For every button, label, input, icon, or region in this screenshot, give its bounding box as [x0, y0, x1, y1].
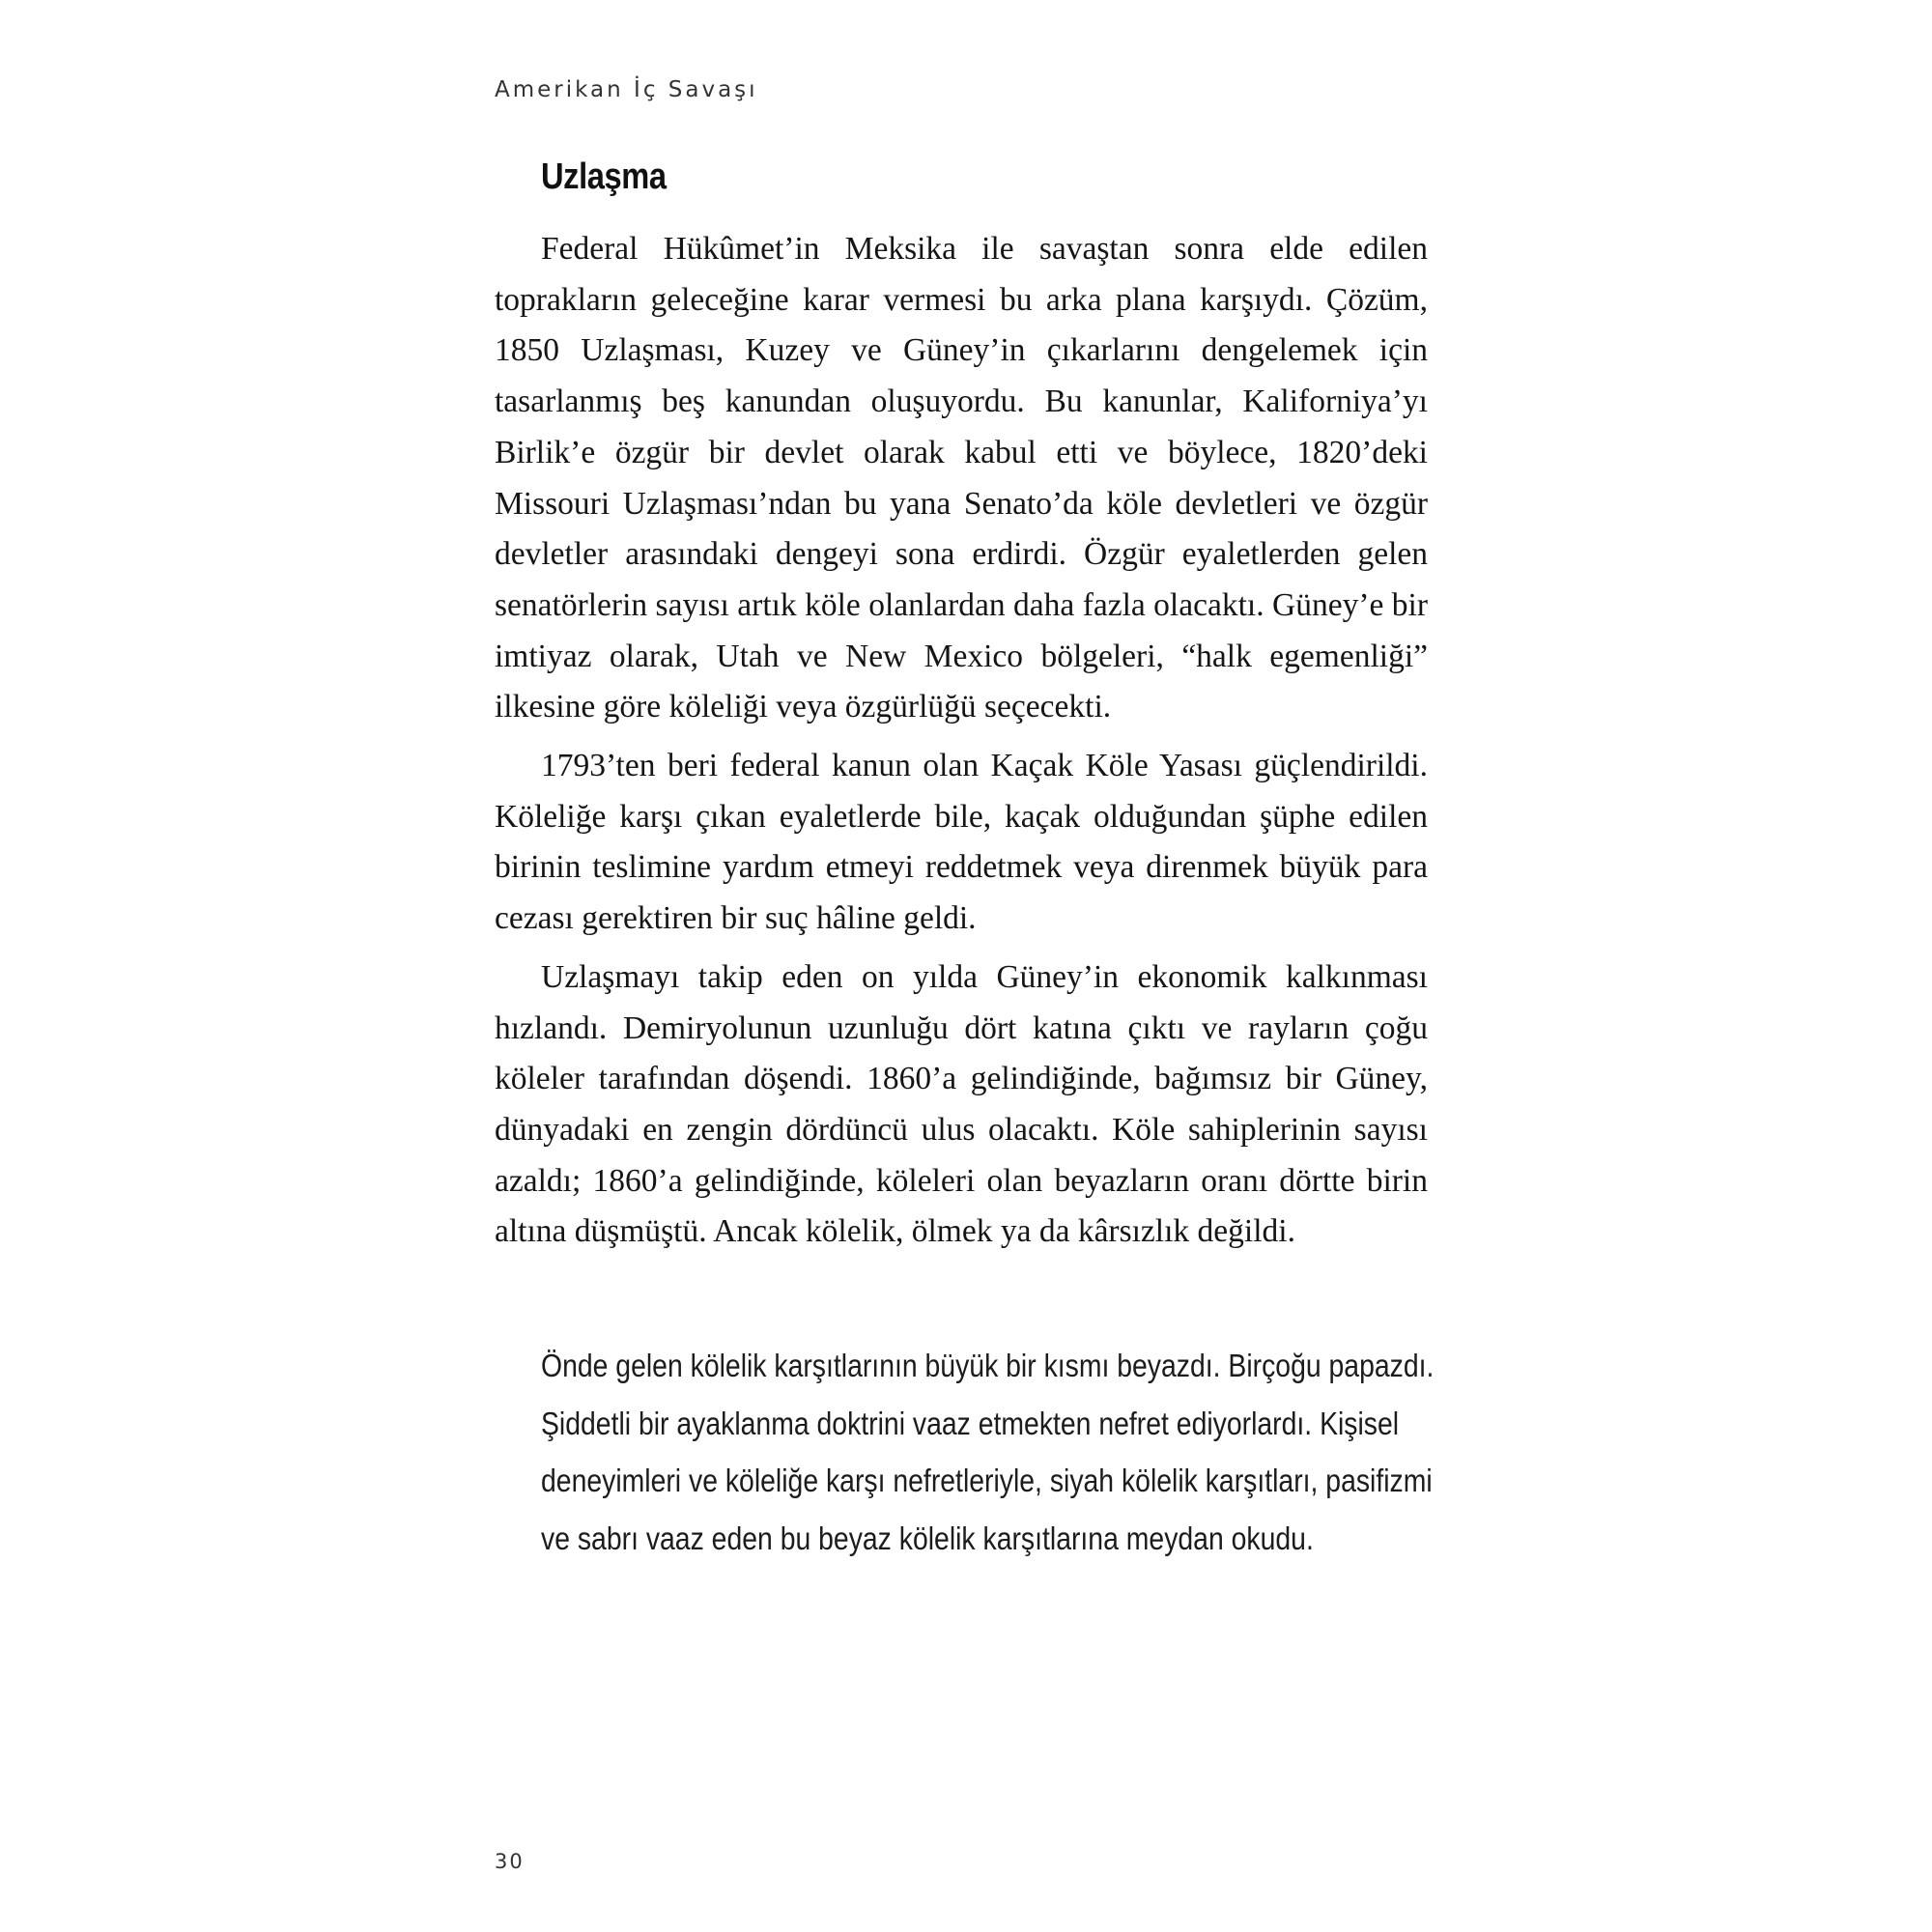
callout-line: Şiddetli bir ayaklanma doktrini vaaz etmekten nefret ediyorlardı. Kişisel [541, 1405, 1400, 1441]
paragraph-3: Uzlaşmayı takip eden on yılda Güney’in ekonomik kalkınması hızlandı. Demiryolunun uzunluğu dört katına çıktı ve rayların çoğu köleler tarafından döşendi. 1860’a gelindiğinde, bağımsız bir Güney, dünyadaki en zengin dördüncü ulus olacaktı. Köle sahiplerinin sayısı azaldı; 1860’a gelindiğinde, köleleri olan beyazların oranı dörtte birin altına düşmüştü. Ancak kölelik, ölmek ya da kârsızlık değildi. [495, 958, 1428, 1250]
section-title: Uzlaşma [541, 156, 667, 197]
running-head: Amerikan İç Savaşı [495, 77, 758, 102]
callout-box [541, 1337, 1435, 1567]
page-number: 30 [495, 1850, 525, 1873]
paragraph-2: 1793’ten beri federal kanun olan Kaçak Köle Yasası güçlendirildi. Köleliğe karşı çıkan eyaletlerde bile, kaçak olduğundan şüphe edilen birinin teslimine yardım etmeyi reddetmek veya direnmek büyük para cezası gerektiren bir suç hâline geldi. [495, 748, 1428, 937]
callout-line: ve sabrı vaaz eden bu beyaz kölelik karşıtlarına meydan okudu. [541, 1520, 1314, 1556]
paragraph-1: Federal Hükûmet’in Meksika ile savaştan sonra elde edilen toprakların geleceğine karar vermesi bu arka plana karşıydı. Çözüm, 1850 Uzlaşması, Kuzey ve Güney’in çıkarlarını dengelemek için tasarlanmış beş kanundan oluşuyordu. Bu kanunlar, Kaliforniya’yı Birlik’e özgür bir devlet olarak kabul etti ve böylece, 1820’deki Missouri Uzlaşması’ndan bu yana Senato’da köle devletleri ve özgür devletler arasındaki dengeyi sona erdirdi. Özgür eyaletlerden gelen senatörlerin sayısı artık köle olanlardan daha fazla olacaktı. Güney’e bir imtiyaz olarak, Utah ve New Mexico bölgeleri, “halk egemenliği” ilkesine göre köleliği veya özgürlüğü seçecekti. [495, 231, 1428, 725]
callout-line: Önde gelen kölelik karşıtlarının büyük bir kısmı beyazdı. Birçoğu papazdı. [541, 1348, 1435, 1383]
callout-line: deneyimleri ve köleliğe karşı nefretleriyle, siyah kölelik karşıtları, pasifizmi [541, 1463, 1433, 1498]
body-text [495, 224, 1428, 1265]
